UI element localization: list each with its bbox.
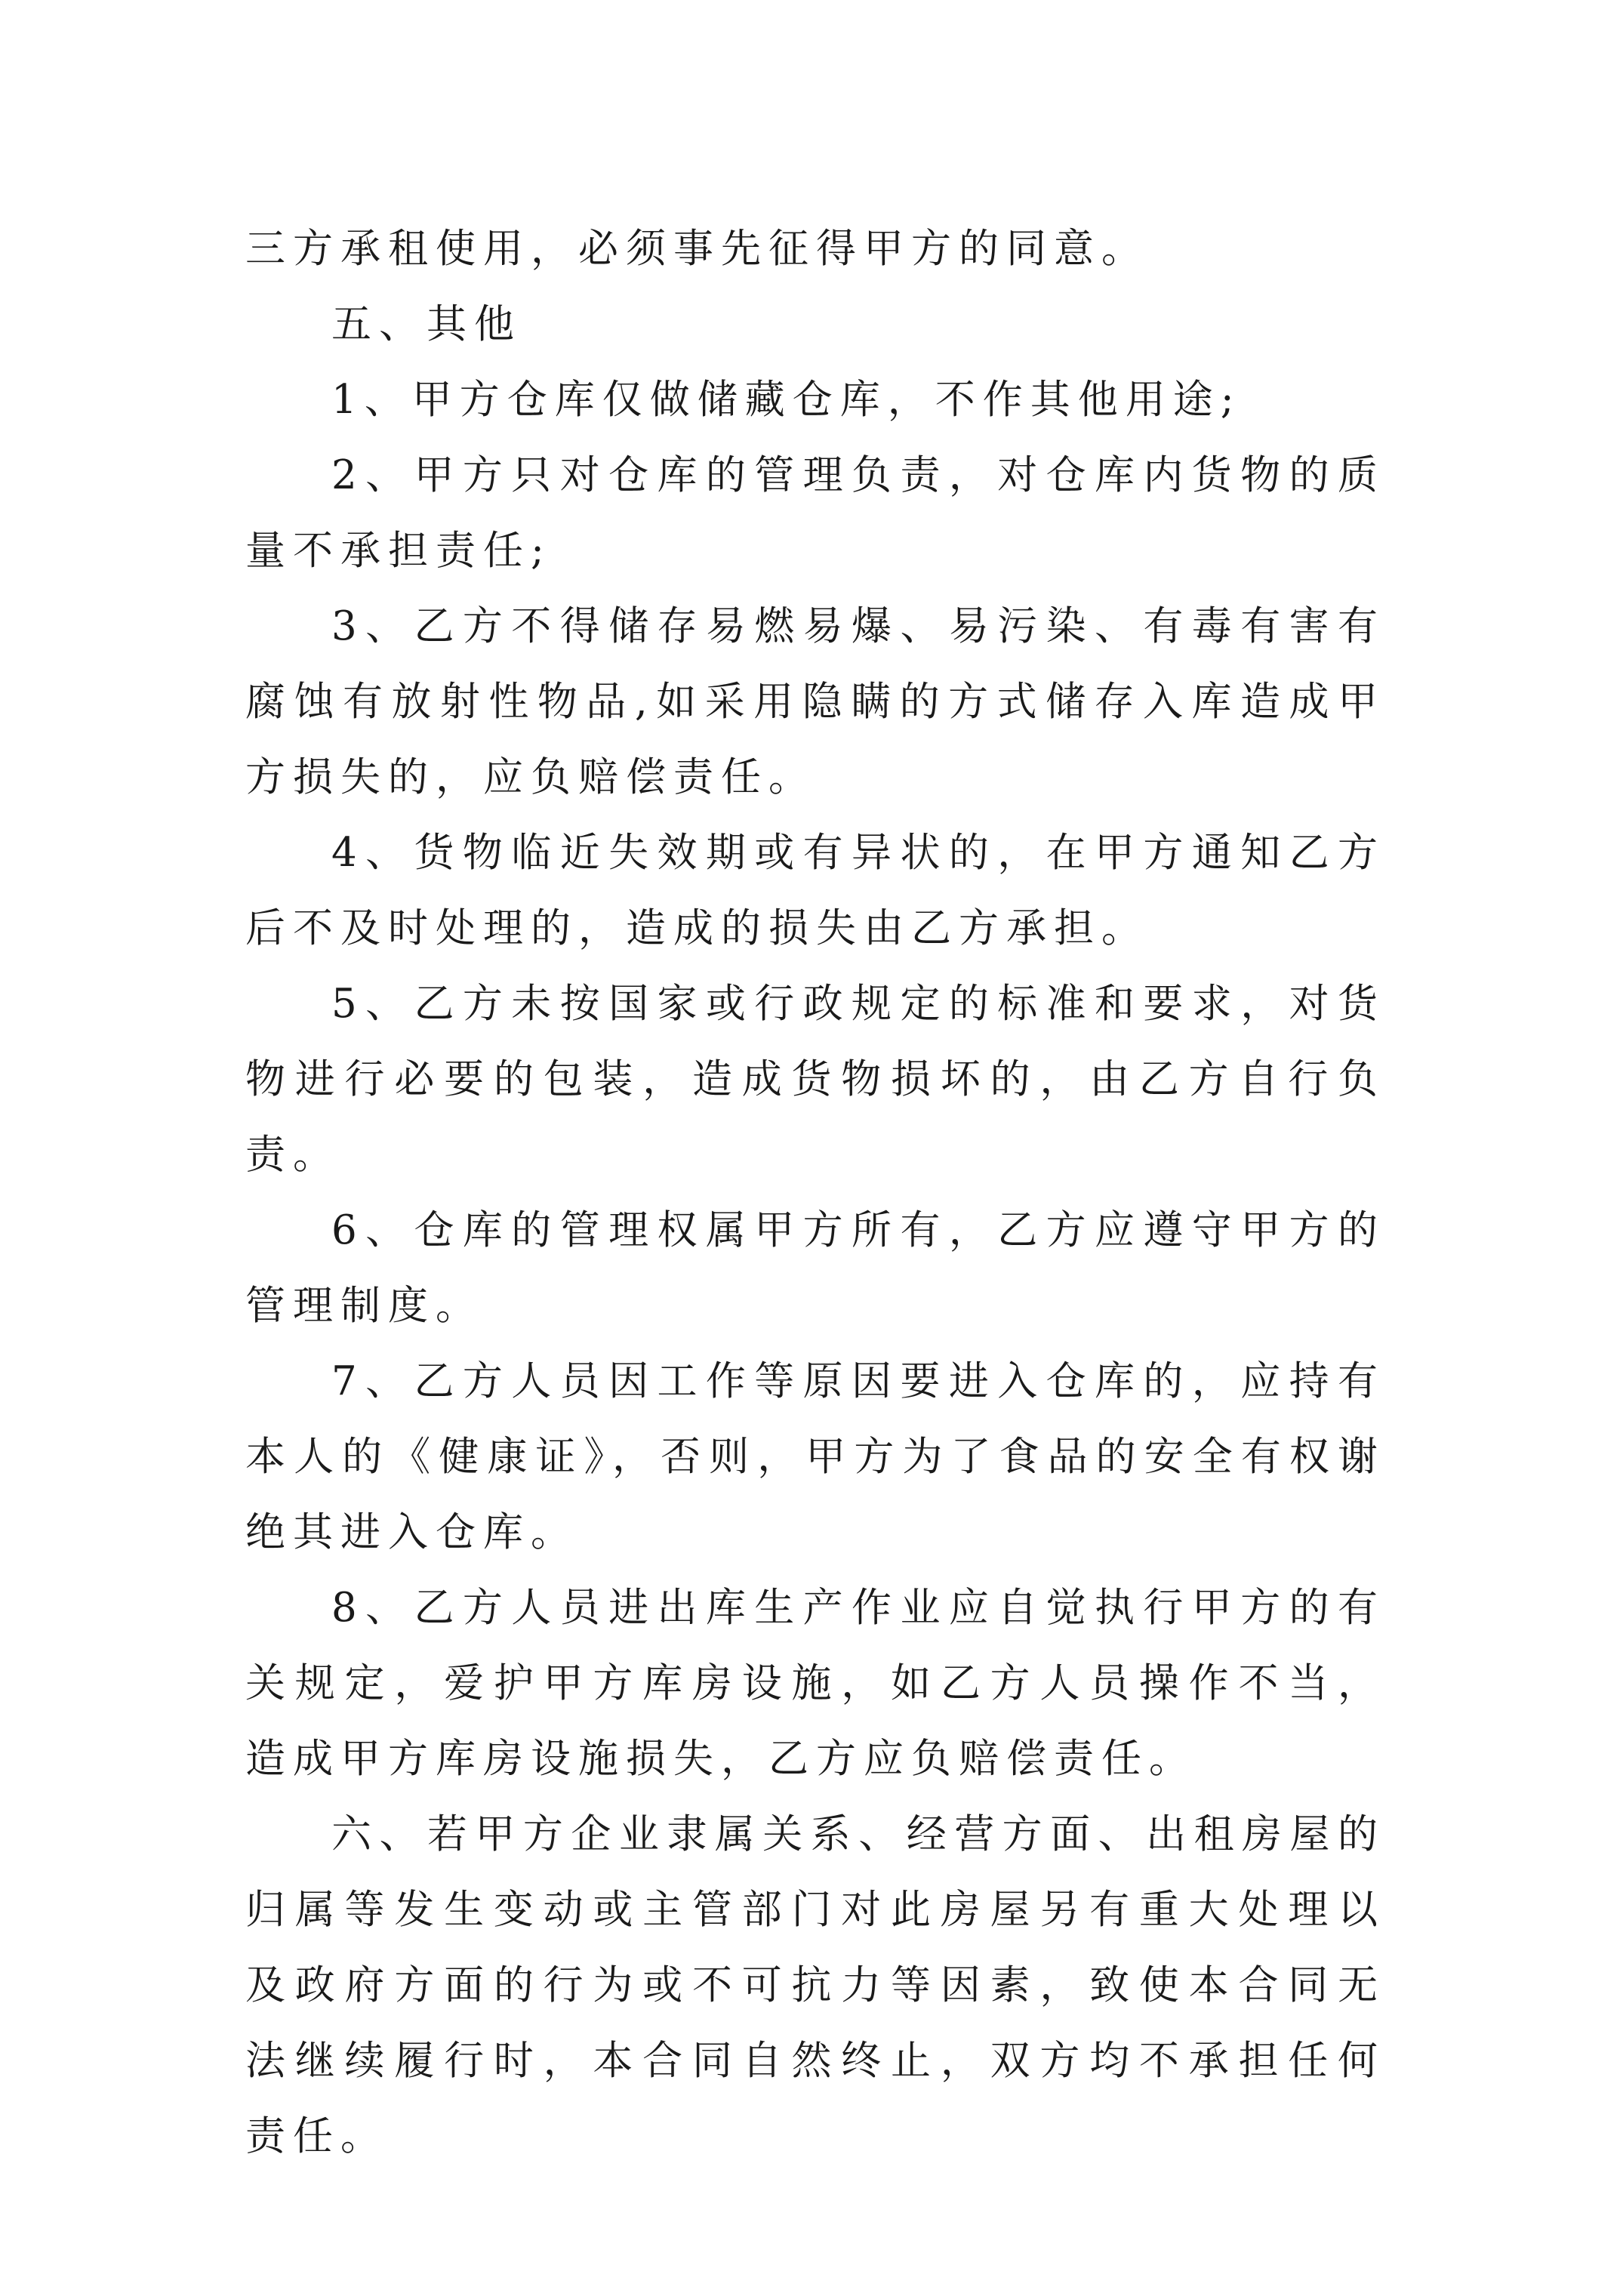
paragraph-continuation: 三方承租使用，必须事先征得甲方的同意。 [245, 226, 1149, 272]
clause-6: 6、仓库的管理权属甲方所有，乙方应遵守甲方的管理制度。 [245, 1207, 1385, 1329]
clause-7: 7、乙方人员因工作等原因要进入仓库的，应持有本人的《健康证》，否则，甲方为了食品的安全有权谢绝其进入仓库。 [245, 1358, 1385, 1555]
clause-4: 4、货物临近失效期或有异状的，在甲方通知乙方后不及时处理的，造成的损失由乙方承担。 [245, 830, 1385, 951]
clause-8: 8、乙方人员进出库生产作业应自觉执行甲方的有关规定，爱护甲方库房设施，如乙方人员操作不当，造成甲方库房设施损失，乙方应负赔偿责任。 [245, 1585, 1385, 1782]
clause-1: 1、甲方仓库仅做储藏仓库，不作其他用途; [331, 377, 1242, 423]
section-six: 六、若甲方企业隶属关系、经营方面、出租房屋的归属等发生变动或主管部门对此房屋另有重大处理以及政府方面的行为或不可抗力等因素，致使本合同无法继续履行时，本合同自然终止，双方均不承担任何责任。 [245, 1811, 1385, 2159]
clause-5: 5、乙方未按国家或行政规定的标准和要求，对货物进行必要的包装，造成货物损坏的，由乙方自行负责。 [245, 981, 1385, 1178]
clause-2: 2、甲方只对仓库的管理负责，对仓库内货物的质量不承担责任; [245, 452, 1385, 574]
clause-3: 3、乙方不得储存易燃易爆、易污染、有毒有害有腐蚀有放射性物品,如采用隐瞒的方式储存入库造成甲方损失的，应负赔偿责任。 [245, 603, 1385, 800]
section-heading-other: 五、其他 [331, 301, 522, 347]
document-body [245, 211, 1385, 2174]
